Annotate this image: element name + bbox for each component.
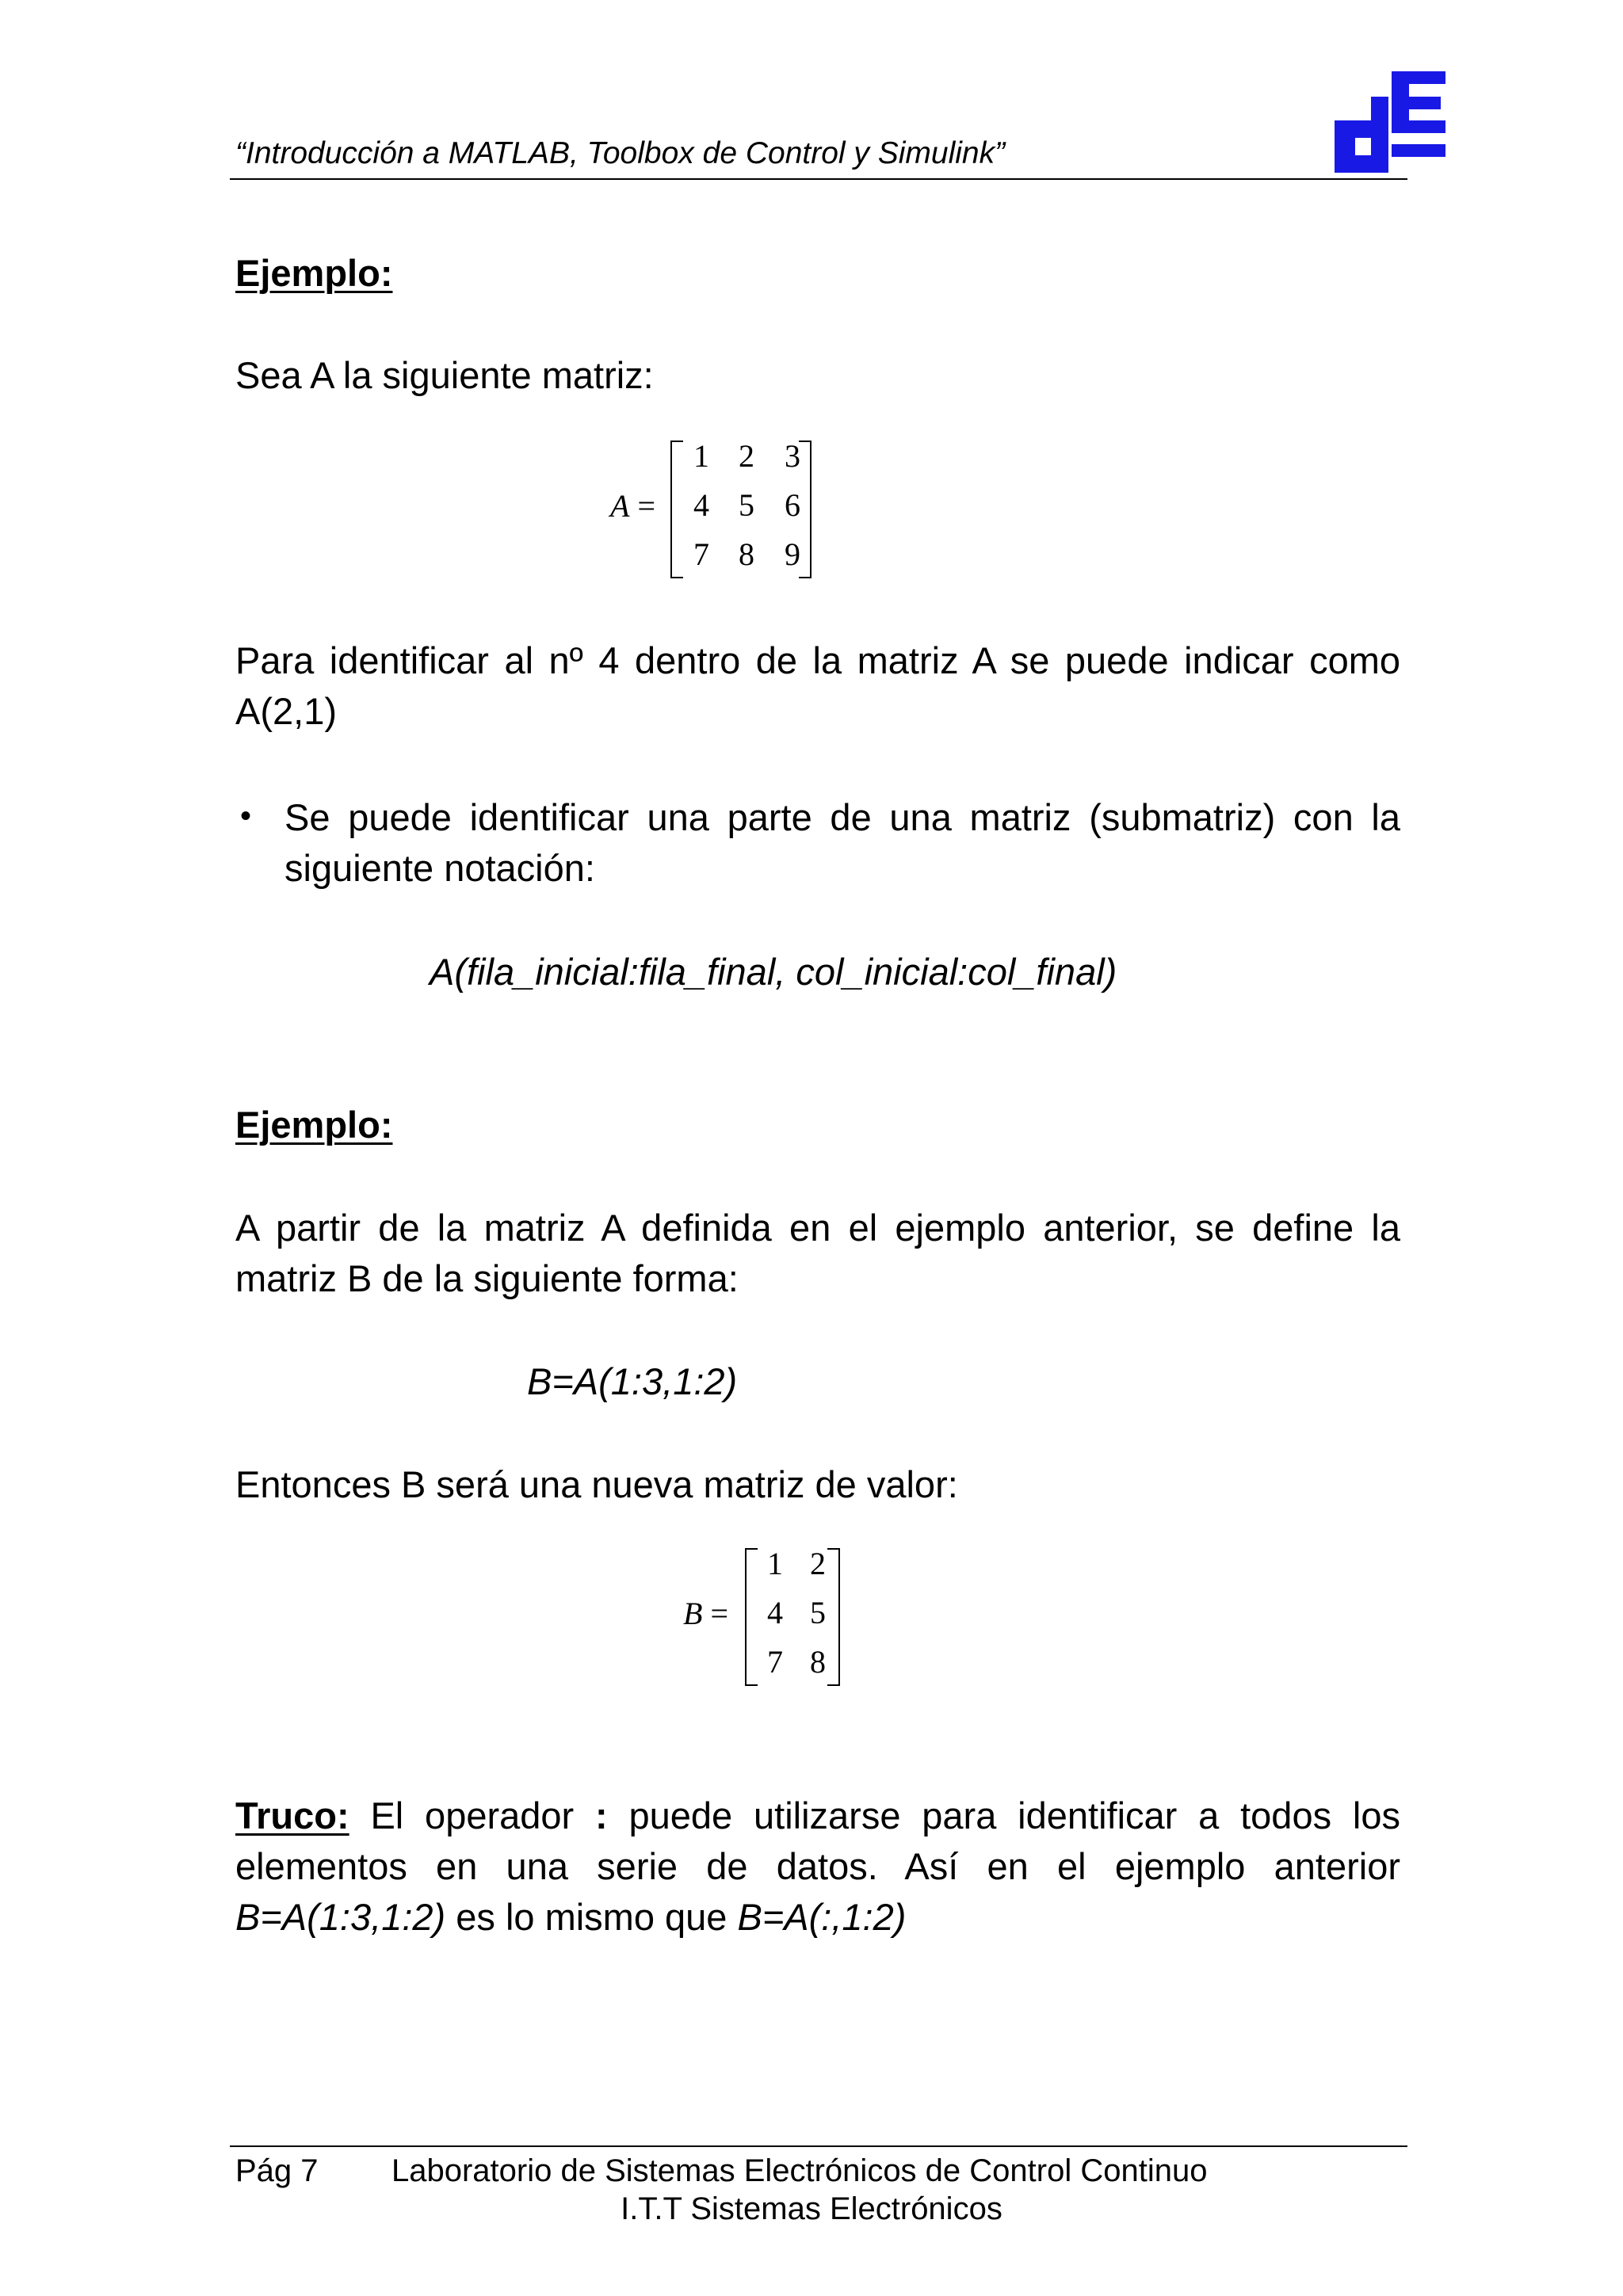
footer-degree: I.T.T Sistemas Electrónicos xyxy=(621,2191,1002,2226)
page-number: Pág 7 xyxy=(235,2153,319,2188)
matrix-a-intro: Sea A la siguiente matriz: xyxy=(235,354,654,396)
example-heading-1: Ejemplo: xyxy=(235,252,393,294)
matrix-a-equals: = xyxy=(637,488,655,524)
matrix-b-left-bracket xyxy=(745,1548,758,1686)
colon-operator: : xyxy=(595,1794,608,1836)
matrix-cell: 2 xyxy=(810,1546,826,1581)
matrix-a-left-bracket xyxy=(670,441,683,578)
matrix-cell: 1 xyxy=(767,1546,783,1581)
matrix-cell: 3 xyxy=(785,438,800,474)
matrix-cell: 4 xyxy=(693,487,709,523)
matrix-cell: 7 xyxy=(693,536,709,572)
tip-expression-1: B=A(1:3,1:2) xyxy=(235,1896,446,1938)
matrix-a xyxy=(610,436,816,578)
matrix-cell: 7 xyxy=(767,1644,783,1680)
matrix-b-formula: B=A(1:3,1:2) xyxy=(527,1360,738,1402)
tip-paragraph xyxy=(235,1791,1400,1943)
footer-lab-name: Laboratorio de Sistemas Electrónicos de Control Continuo xyxy=(391,2153,1208,2188)
identify-element-paragraph: Para identificar al nº 4 dentro de la matriz A se puede indicar como A(2,1) xyxy=(235,639,1400,732)
matrix-cell: 8 xyxy=(810,1644,826,1680)
tip-text: es lo mismo que xyxy=(445,1896,738,1938)
header-divider xyxy=(230,178,1407,180)
matrix-cell: 6 xyxy=(785,487,800,523)
tip-label: Truco: xyxy=(235,1794,349,1836)
matrix-cell: 8 xyxy=(739,536,754,572)
submatrix-bullet-text: Se puede identificar una parte de una matriz (submatriz) con la siguiente notación: xyxy=(285,796,1400,889)
bullet-marker: • xyxy=(240,799,252,833)
matrix-cell: 2 xyxy=(739,438,754,474)
matrix-a-label: A xyxy=(610,488,630,524)
submatrix-notation: A(fila_inicial:fila_final, col_inicial:col_final) xyxy=(430,951,1117,993)
dee-logo-icon xyxy=(1330,65,1449,174)
matrix-b-result-intro: Entonces B será una nueva matriz de valor: xyxy=(235,1463,958,1505)
matrix-cell: 4 xyxy=(767,1595,783,1630)
matrix-cell: 9 xyxy=(785,536,800,572)
matrix-cell: 5 xyxy=(739,487,754,523)
header-title: “Introducción a MATLAB, Toolbox de Control y Simulink” xyxy=(235,136,1006,170)
matrix-cell: 5 xyxy=(810,1595,826,1630)
tip-text: puede utilizarse para identificar a todos los elementos en una serie de datos. Así en el ejemplo anterior xyxy=(235,1794,1400,1887)
tip-expression-2: B=A(:,1:2) xyxy=(737,1896,907,1938)
example-heading-2: Ejemplo: xyxy=(235,1104,393,1146)
matrix-b-label: B xyxy=(683,1596,703,1631)
matrix-b-definition-paragraph: A partir de la matriz A definida en el ejemplo anterior, se define la matriz B de la siguiente forma: xyxy=(235,1207,1400,1299)
matrix-b-equals: = xyxy=(710,1596,728,1631)
footer-divider xyxy=(230,2145,1407,2147)
tip-text: El operador xyxy=(349,1794,596,1836)
matrix-cell: 1 xyxy=(693,438,709,474)
matrix-b xyxy=(683,1543,842,1686)
